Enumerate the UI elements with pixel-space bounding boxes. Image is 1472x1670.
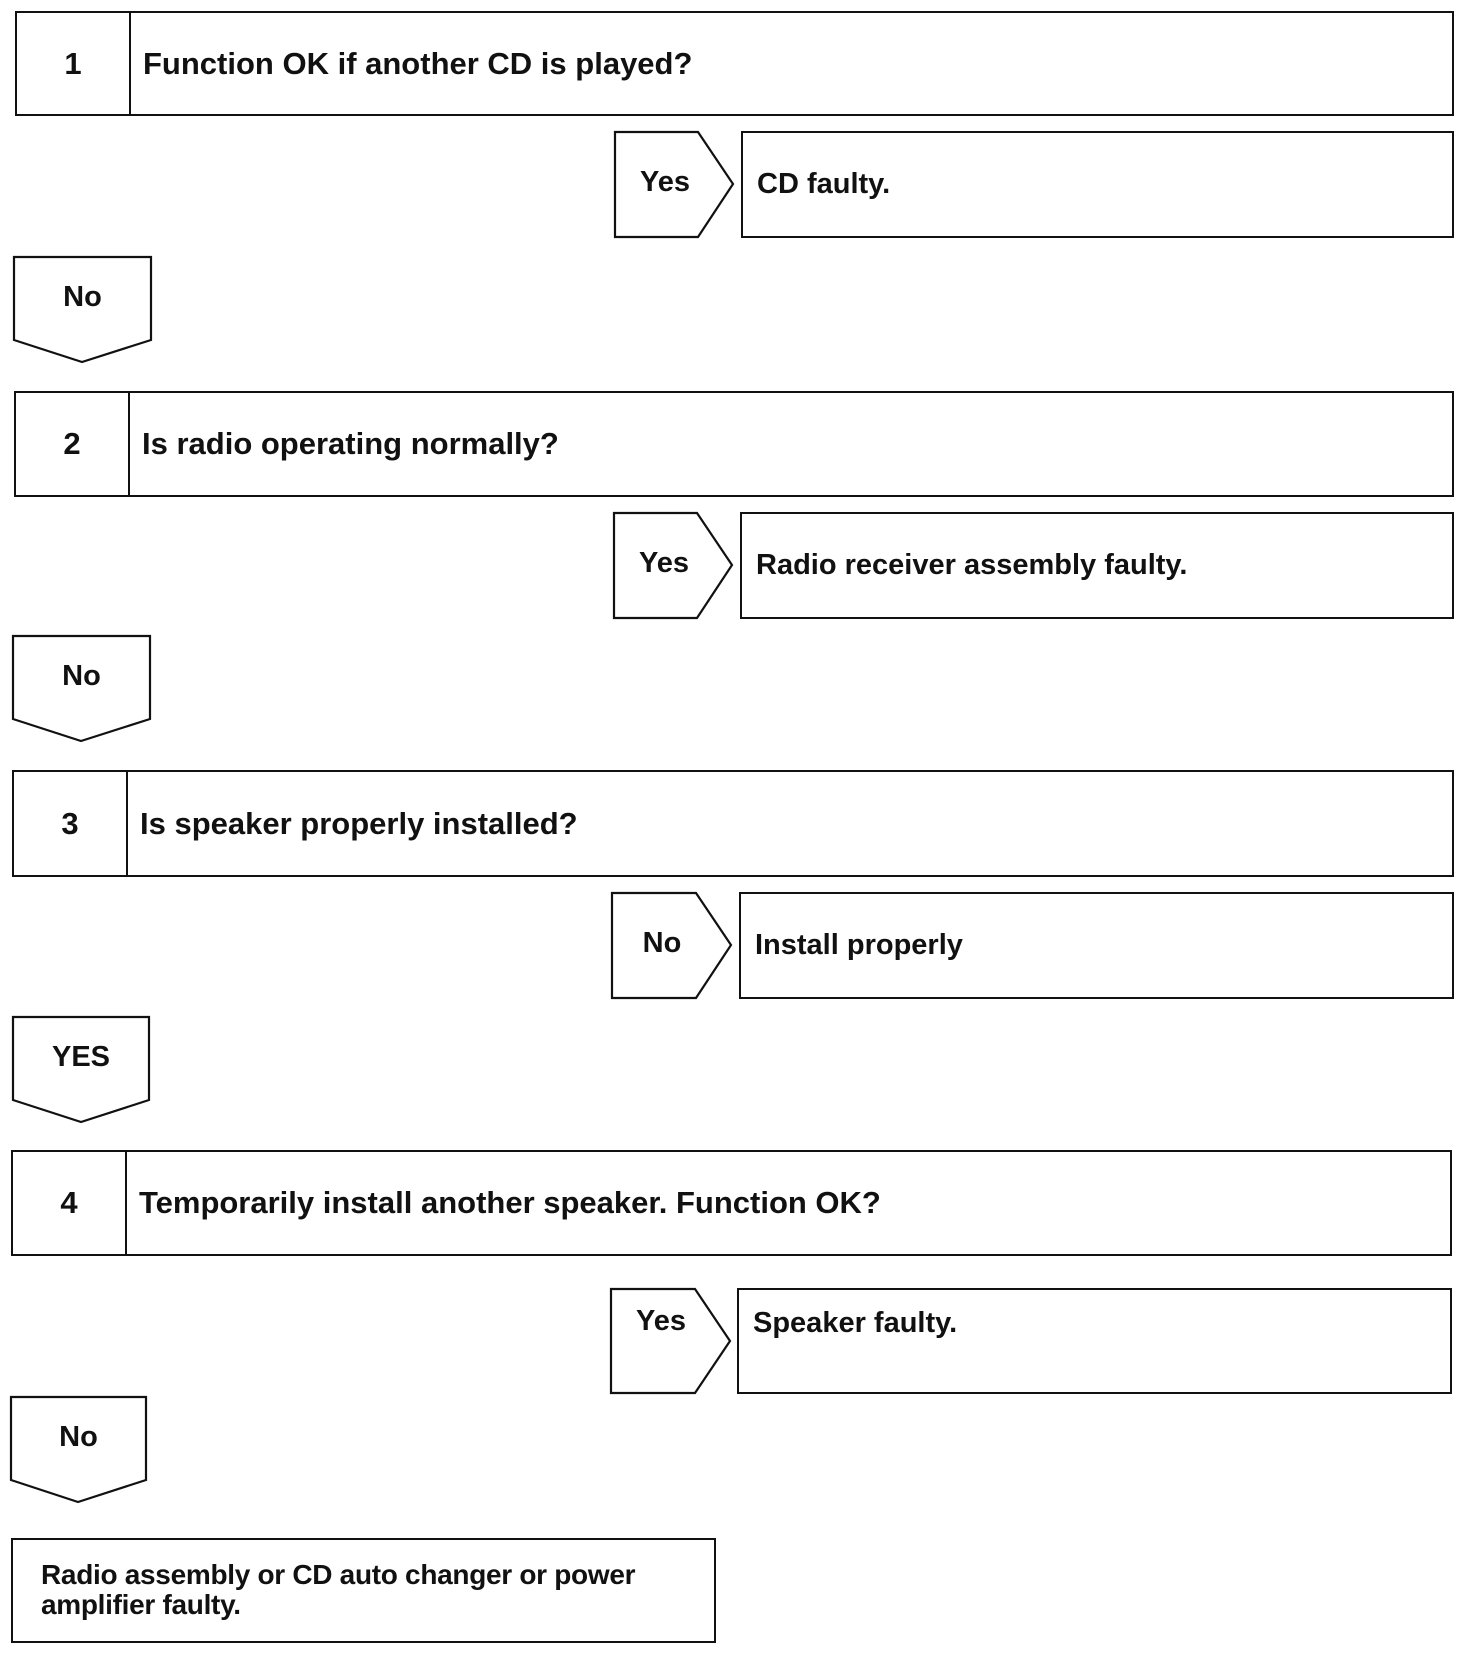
step-1-no-arrow: [13, 256, 152, 363]
step-3-number: 3: [14, 772, 128, 875]
step-1-number: 1: [17, 13, 131, 114]
step-2-no-label: No: [62, 660, 101, 692]
step-3-yes-arrow: [12, 1016, 150, 1123]
step-3-no-arrow: [611, 892, 732, 999]
step-1-yes-result: CD faulty.: [741, 131, 1454, 238]
step-2-yes-arrow: [613, 512, 733, 619]
step-4-no-label: No: [59, 1421, 98, 1453]
step-4-no-arrow: [10, 1396, 147, 1503]
step-3-box: [12, 770, 1454, 877]
final-result-line-1: Radio assembly or CD auto changer or power: [41, 1559, 636, 1590]
step-2-box: [14, 391, 1454, 497]
final-result-box: [11, 1538, 716, 1643]
final-result-line-2: amplifier faulty.: [41, 1589, 241, 1620]
step-4-box: [11, 1150, 1452, 1256]
step-3-yes-label: YES: [51, 1041, 111, 1073]
step-1-question: Function OK if another CD is played?: [143, 45, 693, 81]
step-3-question: Is speaker properly installed?: [140, 805, 578, 841]
step-4-question: Temporarily install another speaker. Function OK?: [139, 1185, 881, 1220]
step-1-yes-label: Yes: [640, 166, 690, 198]
step-1-yes-arrow: [614, 131, 734, 238]
step-4-yes-arrow: [610, 1288, 731, 1394]
step-2-no-arrow: [12, 635, 151, 742]
step-1-box: [15, 11, 1454, 116]
right-arrow-shape: [610, 1288, 731, 1394]
step-4-number: 4: [13, 1152, 127, 1254]
step-2-number: 2: [16, 393, 130, 495]
step-4-yes-result: Speaker faulty.: [737, 1288, 1452, 1394]
step-3-no-result: Install properly: [739, 892, 1454, 999]
step-2-yes-result: Radio receiver assembly faulty.: [740, 512, 1454, 619]
step-2-question: Is radio operating normally?: [142, 426, 559, 461]
step-3-no-label: No: [642, 927, 682, 959]
step-2-yes-label: Yes: [639, 547, 689, 579]
step-1-no-label: No: [63, 281, 102, 313]
step-4-yes-label: Yes: [636, 1305, 686, 1337]
